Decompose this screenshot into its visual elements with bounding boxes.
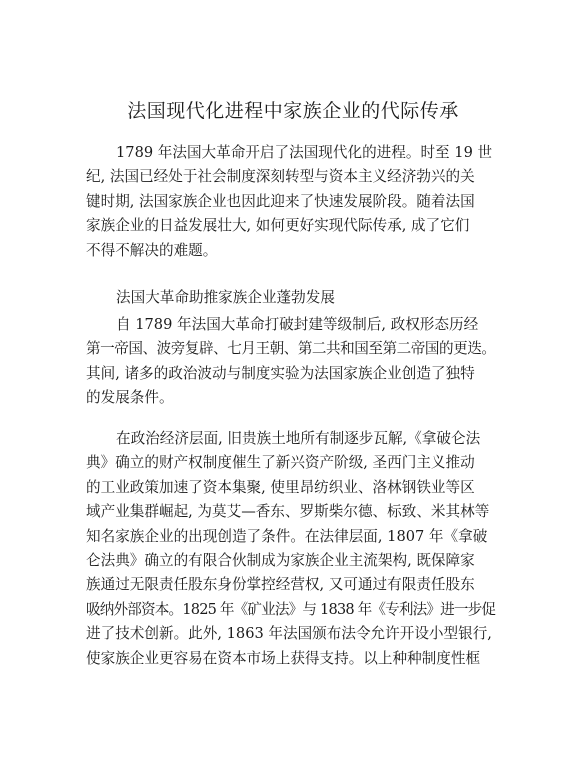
text-line: 吸纳外部资本。1825 年《矿业法》与 1838 年《专利法》进一步促 — [86, 600, 496, 618]
text-line: 使家族企业更容易在资本市场上获得支持。以上种种制度性框 — [86, 649, 481, 667]
paragraph-revolution — [86, 313, 496, 411]
text-line: 的发展条件。 — [86, 389, 174, 407]
text-line: 纪, 法国已经处于社会制度深刻转型与资本主义经济勃兴的关 — [86, 168, 475, 186]
text-line: 的工业政策加速了资本集聚, 使里昂纺织业、洛林钢铁业等区 — [86, 478, 475, 496]
text-line: 第一帝国、波旁复辟、七月王朝、第二共和国至第二帝国的更迭。 — [86, 340, 496, 358]
text-line: 家族企业的日益发展壮大, 如何更好实现代际传承, 成了它们 — [86, 217, 470, 235]
text-line: 其间, 诸多的政治波动与制度实验为法国家族企业创造了独特 — [86, 364, 475, 382]
article-title: 法国现代化进程中家族企业的代际传承 — [127, 100, 459, 122]
text-line: 知名家族企业的出现创造了条件。在法律层面, 1807 年《拿破 — [86, 527, 488, 545]
text-line: 族通过无限责任股东身份掌控经营权, 又可通过有限责任股东 — [86, 576, 475, 594]
paragraph-political-economy — [86, 427, 496, 671]
text-line: 自 1789 年法国大革命打破封建等级制后, 政权形态历经 — [116, 316, 479, 333]
text-line: 域产业集群崛起, 为莫艾—香东、罗斯柴尔德、标致、米其林等 — [86, 503, 490, 521]
text-line: 不得不解决的难题。 — [86, 241, 218, 259]
text-line: 键时期, 法国家族企业也因此迎来了快速发展阶段。随着法国 — [86, 192, 475, 210]
paragraph-intro — [86, 141, 496, 263]
text-line: 进了技术创新。此外, 1863 年法国颁布法令允许开设小型银行, — [86, 625, 492, 643]
text-line: 典》确立的财产权制度催生了新兴资产阶级, 圣西门主义推动 — [86, 454, 475, 472]
text-line: 1789 年法国大革命开启了法国现代化的进程。时至 19 世 — [116, 144, 493, 161]
section-subheading: 法国大革命助推家族企业蓬勃发展 — [116, 289, 335, 306]
text-line: 仑法典》确立的有限合伙制成为家族企业主流架构, 既保障家 — [86, 551, 475, 569]
text-line: 在政治经济层面, 旧贵族土地所有制逐步瓦解,《拿破仑法 — [116, 430, 481, 447]
